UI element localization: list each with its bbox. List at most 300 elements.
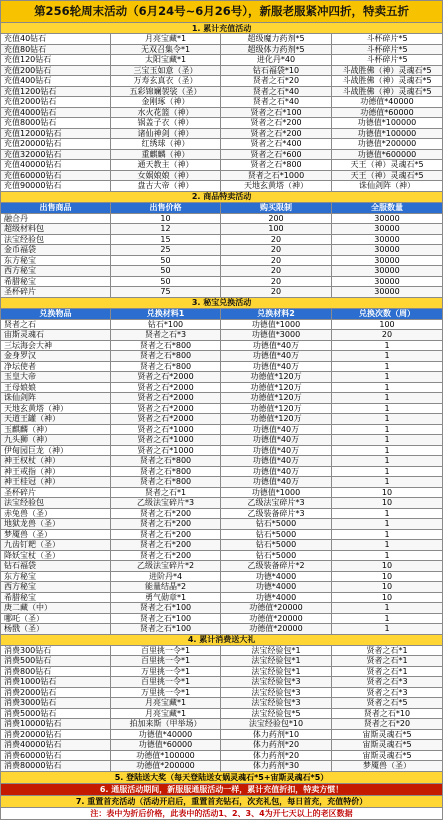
table-cell: 斗战胜佛（神）灵魂石*5 [332,65,443,76]
table-cell: 1 [332,519,443,530]
table-cell: 贤者之石*2000 [111,414,221,425]
recharge-row [1,149,443,160]
table-cell: 消费3000钻石 [1,698,111,709]
table-cell: 水火花篮（神） [111,107,221,118]
table-cell: 贤者之石*1 [332,645,443,656]
table-cell: 体力药剂*10 [221,729,332,740]
table-cell: 红绣球（神） [111,139,221,150]
table-cell: 伊甸园巨龙（神） [1,445,111,456]
table-cell: 贤者之石*5 [332,698,443,709]
exchange-header-row [1,308,443,319]
table-cell: 20 [221,234,332,245]
table-cell: 20 [221,276,332,287]
table-cell: 贤者之石*200 [111,519,221,530]
table-cell: 贤者之石*1 [111,487,221,498]
table-cell: 百里挑一令*1 [111,677,221,688]
table-cell: 宙斯灵魂石*5 [332,750,443,761]
table-cell: 充值12000钻石 [1,128,111,139]
exchange-row [1,519,443,530]
table-cell: 斗杯碎片*5 [332,34,443,45]
table-cell: 贤者之石*800 [111,361,221,372]
section-header-consume [1,634,443,645]
table-cell: 10 [332,592,443,603]
sale-row [1,287,443,298]
table-cell: 地狱龙兽（圣） [1,519,111,530]
table-cell: 希腊秘宝 [1,276,111,287]
table-cell: 功德值*40万 [221,435,332,446]
table-cell: 1 [332,508,443,519]
table-cell: 功德值*100000 [332,118,443,129]
column-header: 购买限制 [221,202,332,213]
table-cell: 贤者之石*10 [332,708,443,719]
table-cell: 重麒麟（神） [111,149,221,160]
table-cell: 钻石*100 [111,319,221,330]
column-header: 兑换材料1 [111,308,221,319]
section-title: 3. 秘宝兑换活动 [1,297,443,308]
table-cell: 功德值*1000 [221,319,332,330]
table-cell: 1 [332,403,443,414]
section-header-recharge [1,23,443,34]
table-cell: 功德值*40万 [221,477,332,488]
table-cell: 贤者之石*800 [111,340,221,351]
sale-row [1,266,443,277]
recharge-row [1,118,443,129]
table-cell: 1 [332,529,443,540]
table-cell: 充值20000钻石 [1,139,111,150]
table-cell: 锅盖子衣（神） [111,118,221,129]
exchange-row [1,487,443,498]
table-cell: 杨戬（圣） [1,624,111,635]
section-title: 2. 商品特卖活动 [1,191,443,202]
exchange-row [1,435,443,446]
table-cell: 功德值*40000 [111,729,221,740]
table-cell: 贤者之石*800 [111,456,221,467]
table-cell: 进化丹*40 [221,55,332,66]
exchange-row [1,477,443,488]
table-cell: 勇气勋章*1 [111,592,221,603]
table-cell: 百里挑一令*1 [111,656,221,667]
note-row-reset [1,795,443,807]
exchange-row [1,403,443,414]
table-cell: 通天教主（神） [111,160,221,171]
table-cell: 贤者之石*200 [111,540,221,551]
table-cell: 充值32000钻石 [1,149,111,160]
recharge-row [1,86,443,97]
table-cell: 功德值*3000 [221,330,332,341]
table-cell: 1 [332,340,443,351]
table-cell: 10 [332,571,443,582]
table-cell: 20 [221,245,332,256]
sale-row [1,245,443,256]
table-cell: 玉麒麟（神） [1,424,111,435]
exchange-row [1,361,443,372]
table-cell: 消费20000钻石 [1,729,111,740]
table-cell: 功德值*20000 [221,603,332,614]
table-cell: 贤者之石*200 [111,508,221,519]
table-cell: 50 [111,255,221,266]
sale-header-row [1,202,443,213]
table-cell: 金币福袋 [1,245,111,256]
table-cell: 盘古大帝（神） [111,181,221,192]
table-cell: 1 [332,414,443,425]
recharge-row [1,160,443,171]
note-text: 5. 登陆送大奖（每天登陆送女娲灵魂石*5+宙斯灵魂石*5） [1,771,443,783]
exchange-row [1,456,443,467]
exchange-rows [1,319,443,634]
table-cell: 消费10000钻石 [1,719,111,730]
table-cell: 法宝经验包*10 [221,719,332,730]
consume-row [1,729,443,740]
table-cell: 1 [332,382,443,393]
table-cell: 功德值*120万 [221,403,332,414]
table-cell: 充值2000钻石 [1,97,111,108]
table-cell: 体力药剂*30 [221,761,332,772]
table-cell: 哪吒（圣） [1,613,111,624]
table-cell: 1 [332,456,443,467]
table-cell: 功德值*20000 [221,613,332,624]
page-title: 第256轮周末活动（6月24号~6月26号），新服老服紧冲四折，特卖五折 [1,1,443,23]
table-cell: 贤者之石*40 [221,97,332,108]
exchange-row [1,582,443,593]
table-cell: 贤者之石*1 [332,656,443,667]
table-cell: 贤者之石*800 [111,466,221,477]
table-cell: 1 [332,435,443,446]
recharge-row [1,181,443,192]
table-cell: 贤者之石*1000 [111,424,221,435]
table-cell: 超级体力药剂*5 [221,44,332,55]
section-title: 4. 累计消费送大礼 [1,634,443,645]
table-cell: 1 [332,624,443,635]
table-cell: 消费40000钻石 [1,740,111,751]
table-cell: 天道王罐（神） [1,414,111,425]
note-row-login [1,771,443,783]
table-cell: 法宝经验包*3 [221,677,332,688]
table-cell: 法宝经验包*5 [221,708,332,719]
table-cell: 西方秘宝 [1,266,111,277]
table-cell: 三宝玉如意（圣） [111,65,221,76]
table-cell: 贤者之石*2000 [111,393,221,404]
table-cell: 乙级法宝碎片*3 [221,498,332,509]
table-cell: 10 [111,213,221,224]
note-text: 7. 重置首充活动（活动开启后，重置首充钻石，次充礼包，每日首充，充值特价） [1,795,443,807]
table-cell: 诸仙神剑（神） [111,128,221,139]
table-cell: 神王桂冠（神） [1,477,111,488]
table-cell: 三坛海会大神 [1,340,111,351]
exchange-row [1,414,443,425]
table-cell: 贤者之石*3 [332,687,443,698]
table-cell: 充值40000钻石 [1,160,111,171]
table-cell: 1 [332,477,443,488]
table-cell: 贤者之石*200 [221,118,332,129]
table-cell: 贤者之石*100 [111,603,221,614]
table-cell: 太阳宝藏*1 [111,55,221,66]
exchange-row [1,393,443,404]
exchange-row [1,319,443,330]
table-cell: 贤者之石*1 [332,666,443,677]
exchange-row [1,571,443,582]
column-header: 全服数量 [332,202,443,213]
table-cell: 体力药剂*20 [221,740,332,751]
table-cell: 1 [332,361,443,372]
table-cell: 进阶丹*4 [111,571,221,582]
table-cell: 充值120钻石 [1,55,111,66]
table-cell: 贤者之石*800 [221,160,332,171]
table-cell: 贤者之石*2000 [111,403,221,414]
table-cell: 诛仙剑阵（神） [332,181,443,192]
table-cell: 超级材料包 [1,224,111,235]
exchange-row [1,508,443,519]
table-cell: 赤兔兽（圣） [1,508,111,519]
note-row-server [1,783,443,795]
table-cell: 消费80000钻石 [1,761,111,772]
table-cell: 20 [221,287,332,298]
table-cell: 贤者之石*600 [221,149,332,160]
recharge-row [1,107,443,118]
table-cell: 1 [332,540,443,551]
table-cell: 贤者之石*1000 [221,170,332,181]
table-cell: 75 [111,287,221,298]
table-cell: 净坛使者 [1,361,111,372]
table-cell: 功德值*600000 [332,149,443,160]
table-cell: 贤者之石*3 [111,330,221,341]
table-cell: 法宝经验包*1 [221,666,332,677]
table-cell: 五彩锦斓袈裟（圣） [111,86,221,97]
table-cell: 法宝经验包*3 [221,698,332,709]
table-cell: 钻石*5000 [221,529,332,540]
table-cell: 30000 [332,224,443,235]
sale-row [1,213,443,224]
table-cell: 10 [332,561,443,572]
note-row-footnote [1,807,443,819]
table-cell: 金刚琢（神） [111,97,221,108]
exchange-row [1,603,443,614]
exchange-row [1,624,443,635]
table-cell: 贤者之石*20 [332,719,443,730]
exchange-row [1,445,443,456]
section-title: 1. 累计充值活动 [1,23,443,34]
table-cell: 充值200钻石 [1,65,111,76]
recharge-row [1,76,443,87]
table-cell: 20 [332,330,443,341]
table-cell: 充值90000钻石 [1,181,111,192]
table-cell: 贤者之石*2000 [111,372,221,383]
table-cell: 30000 [332,234,443,245]
table-cell: 神王戒指（神） [1,466,111,477]
table-cell: 充值400钻石 [1,76,111,87]
table-cell: 1 [332,424,443,435]
table-cell: 斗杯碎片*5 [332,44,443,55]
table-cell: 斗战胜佛（神）灵魂石*5 [332,76,443,87]
table-cell: 超级魔力药剂*5 [221,34,332,45]
table-cell: 充值80钻石 [1,44,111,55]
table-cell: 100 [332,319,443,330]
table-cell: 功德值*40万 [221,424,332,435]
table-cell: 功德值*200000 [111,761,221,772]
table-cell: 玉皇大帝 [1,372,111,383]
table-cell: 斗战胜佛（神）灵魂石*5 [332,86,443,97]
table-cell: 消费2000钻石 [1,687,111,698]
exchange-row [1,550,443,561]
table-cell: 梦魇兽（圣） [1,529,111,540]
table-cell: 钻石福袋 [1,561,111,572]
table-cell: 希腊秘宝 [1,592,111,603]
table-cell: 贤者之石*1000 [111,435,221,446]
table-cell: 法宝经验包 [1,234,111,245]
exchange-row [1,372,443,383]
table-cell: 30000 [332,245,443,256]
table-cell: 功德值*40万 [221,466,332,477]
table-cell: 贤者之石*20 [221,76,332,87]
table-cell: 1 [332,372,443,383]
table-cell: 万里挑一令*1 [111,687,221,698]
exchange-row [1,424,443,435]
table-cell: 功德值*40万 [221,340,332,351]
table-cell: 1 [332,351,443,362]
recharge-row [1,44,443,55]
table-cell: 功德值*40000 [332,97,443,108]
table-cell: 消费300钻石 [1,645,111,656]
title-row [1,1,443,23]
sale-row [1,255,443,266]
table-cell: 东方秘宝 [1,255,111,266]
table-cell: 诛仙剑阵 [1,393,111,404]
table-cell: 充值1200钻石 [1,86,111,97]
table-cell: 10 [332,487,443,498]
table-cell: 天王（神）灵魂石*5 [332,160,443,171]
exchange-row [1,466,443,477]
section-header-exchange [1,297,443,308]
exchange-row [1,340,443,351]
table-cell: 贤者之石*100 [111,613,221,624]
table-cell: 功德值*120万 [221,414,332,425]
table-cell: 贤者之石*200 [111,550,221,561]
recharge-row [1,34,443,45]
consume-row [1,645,443,656]
table-cell: 功德值*100000 [332,128,443,139]
table-cell: 无双召集令*1 [111,44,221,55]
table-cell: 1 [332,393,443,404]
table-cell: 宙斯灵魂石*5 [332,729,443,740]
table-cell: 1 [332,445,443,456]
table-cell: 功德值*40万 [221,456,332,467]
table-cell: 金身罗汉 [1,351,111,362]
column-header: 出售商品 [1,202,111,213]
exchange-row [1,613,443,624]
table-cell: 50 [111,266,221,277]
section-header-sale [1,191,443,202]
table-cell: 15 [111,234,221,245]
table-cell: 万里挑一令*1 [111,666,221,677]
table-cell: 乙级法宝碎片*3 [111,498,221,509]
exchange-row [1,351,443,362]
consume-row [1,740,443,751]
sale-rows [1,213,443,297]
table-cell: 20 [221,266,332,277]
table-cell: 20 [221,255,332,266]
table-cell: 充值8000钻石 [1,118,111,129]
table-cell: 功德值*40万 [221,445,332,456]
table-cell: 融合丹 [1,213,111,224]
exchange-row [1,561,443,572]
table-cell: 50 [111,276,221,287]
table-cell: 30000 [332,213,443,224]
consume-row [1,698,443,709]
table-cell: 月亮宝藏*1 [111,34,221,45]
column-header: 兑换物品 [1,308,111,319]
table-cell: 功德值*1000 [221,487,332,498]
consume-row [1,666,443,677]
table-cell: 钻石*5000 [221,540,332,551]
consume-rows [1,645,443,771]
exchange-row [1,592,443,603]
exchange-row [1,382,443,393]
table-cell: 25 [111,245,221,256]
table-cell: 功德值*60000 [111,740,221,751]
table-cell: 贤者之石*200 [111,529,221,540]
table-cell: 神王权杖（神） [1,456,111,467]
table-cell: 法宝经验包*1 [221,645,332,656]
table-cell: 贤者之石 [1,319,111,330]
exchange-row [1,330,443,341]
consume-row [1,708,443,719]
table-cell: 能量结晶*2 [111,582,221,593]
table-cell: 12 [111,224,221,235]
consume-row [1,677,443,688]
table-cell: 1 [332,603,443,614]
table-cell: 西方秘宝 [1,582,111,593]
exchange-row [1,540,443,551]
note-text: 注：表中为折后价格，此表中的活动1、2、3、4为开七天以上的老区数据 [1,807,443,819]
table-cell: 女娲娘娘（神） [111,170,221,181]
table-cell: 功德值*100000 [111,750,221,761]
table-cell: 贤者之石*100 [111,624,221,635]
table-cell: 30000 [332,276,443,287]
table-cell: 体力药剂*20 [221,750,332,761]
table-cell: 天王（神）灵魂石*5 [332,170,443,181]
table-cell: 功德*4000 [221,571,332,582]
table-cell: 梦魇兽（圣） [332,761,443,772]
table-cell: 充值40钻石 [1,34,111,45]
table-cell: 拍加来斯（甲举场） [111,719,221,730]
table-cell: 贤者之石*400 [221,139,332,150]
column-header: 出售价格 [111,202,221,213]
table-cell: 天地玄黄塔（神） [1,403,111,414]
table-cell: 乙级法宝碎片*2 [111,561,221,572]
table-cell: 月亮宝藏*1 [111,708,221,719]
consume-row [1,656,443,667]
column-header: 兑换次数（周） [332,308,443,319]
sale-row [1,234,443,245]
exchange-row [1,498,443,509]
recharge-rows [1,34,443,192]
table-cell: 宙斯灵魂石*5 [332,740,443,751]
table-cell: 1 [332,613,443,624]
note-text: 6. 通服活动期间，新服服通服活动一样，累计充值折扣，特卖方惯！ [1,783,443,795]
table-cell: 消费1000钻石 [1,677,111,688]
table-cell: 30000 [332,255,443,266]
table-cell: 法宝经验包*1 [221,656,332,667]
table-cell: 东方秘宝 [1,571,111,582]
recharge-row [1,139,443,150]
table-cell: 功德值*40万 [221,361,332,372]
table-cell: 贤者之石*200 [221,128,332,139]
consume-row [1,719,443,730]
table-cell: 月亮宝藏*1 [111,698,221,709]
table-cell: 圣杯碎片 [1,487,111,498]
recharge-row [1,97,443,108]
table-cell: 百里挑一令*1 [111,645,221,656]
recharge-row [1,65,443,76]
